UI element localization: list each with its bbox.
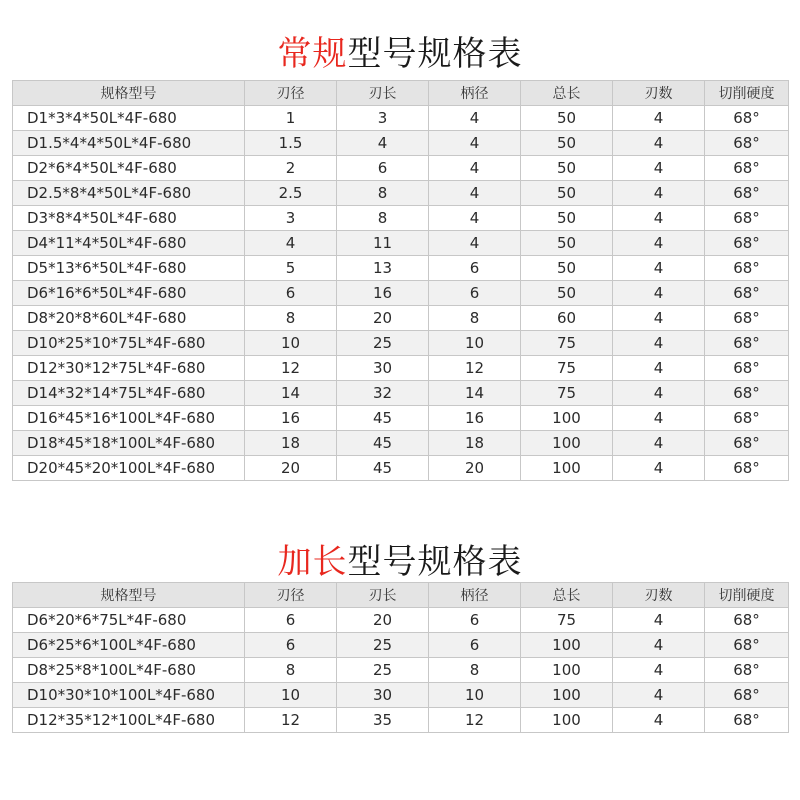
- table-row: [13, 256, 789, 281]
- value-cell: 4: [613, 683, 705, 708]
- value-cell: 16: [429, 406, 521, 431]
- value-cell: 4: [613, 281, 705, 306]
- column-header: 总长: [521, 583, 613, 608]
- value-cell: 4: [429, 181, 521, 206]
- value-cell: 50: [521, 206, 613, 231]
- column-header: 规格型号: [13, 81, 245, 106]
- value-cell: 2: [245, 156, 337, 181]
- standard-spec-title: [12, 34, 788, 80]
- value-cell: 30: [337, 356, 429, 381]
- value-cell: 25: [337, 331, 429, 356]
- value-cell: 68°: [705, 206, 789, 231]
- table-row: [13, 206, 789, 231]
- model-cell: D1*3*4*50L*4F-680: [13, 106, 245, 131]
- value-cell: 50: [521, 156, 613, 181]
- column-header: 切削硬度: [705, 81, 789, 106]
- value-cell: 20: [337, 608, 429, 633]
- title-rest: 型号规格表: [347, 542, 523, 582]
- model-cell: D4*11*4*50L*4F-680: [13, 231, 245, 256]
- value-cell: 10: [245, 331, 337, 356]
- value-cell: 25: [337, 633, 429, 658]
- table-row: [13, 181, 789, 206]
- column-header: 刃径: [245, 583, 337, 608]
- table-row: [13, 356, 789, 381]
- title-accent: 常规: [277, 34, 348, 74]
- value-cell: 100: [521, 431, 613, 456]
- title-rest: 型号规格表: [347, 34, 523, 74]
- value-cell: 4: [337, 131, 429, 156]
- value-cell: 6: [429, 608, 521, 633]
- value-cell: 4: [613, 231, 705, 256]
- value-cell: 12: [429, 708, 521, 733]
- value-cell: 45: [337, 406, 429, 431]
- column-header: 刃长: [337, 81, 429, 106]
- value-cell: 8: [429, 306, 521, 331]
- table-row: [13, 331, 789, 356]
- column-header: 刃长: [337, 583, 429, 608]
- value-cell: 10: [245, 683, 337, 708]
- value-cell: 68°: [705, 181, 789, 206]
- value-cell: 4: [613, 106, 705, 131]
- model-cell: D8*25*8*100L*4F-680: [13, 658, 245, 683]
- value-cell: 20: [245, 456, 337, 481]
- value-cell: 50: [521, 256, 613, 281]
- value-cell: 45: [337, 456, 429, 481]
- value-cell: 13: [337, 256, 429, 281]
- model-cell: D6*25*6*100L*4F-680: [13, 633, 245, 658]
- value-cell: 68°: [705, 456, 789, 481]
- value-cell: 4: [613, 431, 705, 456]
- value-cell: 10: [429, 331, 521, 356]
- value-cell: 4: [613, 331, 705, 356]
- value-cell: 68°: [705, 431, 789, 456]
- table-row: [13, 306, 789, 331]
- value-cell: 11: [337, 231, 429, 256]
- model-cell: D5*13*6*50L*4F-680: [13, 256, 245, 281]
- model-cell: D10*25*10*75L*4F-680: [13, 331, 245, 356]
- value-cell: 4: [613, 181, 705, 206]
- value-cell: 16: [337, 281, 429, 306]
- value-cell: 4: [613, 256, 705, 281]
- table-row: [13, 281, 789, 306]
- value-cell: 50: [521, 181, 613, 206]
- model-cell: D20*45*20*100L*4F-680: [13, 456, 245, 481]
- value-cell: 6: [337, 156, 429, 181]
- value-cell: 4: [613, 156, 705, 181]
- value-cell: 12: [429, 356, 521, 381]
- model-cell: D18*45*18*100L*4F-680: [13, 431, 245, 456]
- value-cell: 4: [613, 306, 705, 331]
- column-header: 刃径: [245, 81, 337, 106]
- value-cell: 6: [429, 281, 521, 306]
- extended-spec-title: [12, 542, 788, 582]
- value-cell: 3: [245, 206, 337, 231]
- value-cell: 50: [521, 106, 613, 131]
- value-cell: 20: [429, 456, 521, 481]
- model-cell: D6*20*6*75L*4F-680: [13, 608, 245, 633]
- value-cell: 4: [613, 131, 705, 156]
- value-cell: 8: [245, 658, 337, 683]
- table-header-row: [13, 583, 789, 608]
- value-cell: 45: [337, 431, 429, 456]
- table-row: [13, 608, 789, 633]
- model-cell: D12*30*12*75L*4F-680: [13, 356, 245, 381]
- value-cell: 8: [337, 206, 429, 231]
- value-cell: 68°: [705, 658, 789, 683]
- table-row: [13, 156, 789, 181]
- table-row: [13, 131, 789, 156]
- value-cell: 2.5: [245, 181, 337, 206]
- value-cell: 68°: [705, 381, 789, 406]
- value-cell: 6: [429, 633, 521, 658]
- value-cell: 100: [521, 658, 613, 683]
- value-cell: 4: [613, 356, 705, 381]
- standard-spec-section: [12, 34, 788, 481]
- table-row: [13, 106, 789, 131]
- extended-spec-section: [12, 542, 788, 733]
- value-cell: 68°: [705, 406, 789, 431]
- model-cell: D6*16*6*50L*4F-680: [13, 281, 245, 306]
- value-cell: 5: [245, 256, 337, 281]
- value-cell: 68°: [705, 306, 789, 331]
- value-cell: 4: [613, 708, 705, 733]
- table-row: [13, 406, 789, 431]
- column-header: 切削硬度: [705, 583, 789, 608]
- value-cell: 8: [245, 306, 337, 331]
- value-cell: 4: [613, 608, 705, 633]
- value-cell: 4: [429, 206, 521, 231]
- title-accent: 加长: [277, 542, 348, 582]
- table-header-row: [13, 81, 789, 106]
- value-cell: 4: [429, 156, 521, 181]
- value-cell: 4: [245, 231, 337, 256]
- value-cell: 68°: [705, 356, 789, 381]
- value-cell: 60: [521, 306, 613, 331]
- value-cell: 100: [521, 456, 613, 481]
- value-cell: 68°: [705, 331, 789, 356]
- column-header: 刃数: [613, 81, 705, 106]
- value-cell: 100: [521, 406, 613, 431]
- value-cell: 20: [337, 306, 429, 331]
- model-cell: D1.5*4*4*50L*4F-680: [13, 131, 245, 156]
- value-cell: 4: [613, 381, 705, 406]
- value-cell: 68°: [705, 608, 789, 633]
- value-cell: 100: [521, 708, 613, 733]
- column-header: 柄径: [429, 583, 521, 608]
- value-cell: 4: [429, 231, 521, 256]
- value-cell: 6: [245, 281, 337, 306]
- value-cell: 4: [613, 406, 705, 431]
- value-cell: 35: [337, 708, 429, 733]
- value-cell: 4: [429, 106, 521, 131]
- value-cell: 75: [521, 608, 613, 633]
- model-cell: D12*35*12*100L*4F-680: [13, 708, 245, 733]
- value-cell: 4: [613, 658, 705, 683]
- table-row: [13, 633, 789, 658]
- table-row: [13, 381, 789, 406]
- value-cell: 10: [429, 683, 521, 708]
- value-cell: 25: [337, 658, 429, 683]
- value-cell: 50: [521, 281, 613, 306]
- value-cell: 18: [429, 431, 521, 456]
- value-cell: 68°: [705, 708, 789, 733]
- value-cell: 68°: [705, 281, 789, 306]
- value-cell: 8: [429, 658, 521, 683]
- value-cell: 4: [613, 206, 705, 231]
- value-cell: 18: [245, 431, 337, 456]
- value-cell: 30: [337, 683, 429, 708]
- value-cell: 12: [245, 708, 337, 733]
- table-row: [13, 456, 789, 481]
- model-cell: D2.5*8*4*50L*4F-680: [13, 181, 245, 206]
- value-cell: 68°: [705, 633, 789, 658]
- value-cell: 75: [521, 356, 613, 381]
- value-cell: 68°: [705, 256, 789, 281]
- model-cell: D8*20*8*60L*4F-680: [13, 306, 245, 331]
- value-cell: 100: [521, 683, 613, 708]
- value-cell: 6: [245, 633, 337, 658]
- value-cell: 4: [613, 456, 705, 481]
- value-cell: 68°: [705, 156, 789, 181]
- value-cell: 68°: [705, 231, 789, 256]
- column-header: 总长: [521, 81, 613, 106]
- model-cell: D14*32*14*75L*4F-680: [13, 381, 245, 406]
- value-cell: 75: [521, 331, 613, 356]
- value-cell: 32: [337, 381, 429, 406]
- value-cell: 4: [429, 131, 521, 156]
- value-cell: 14: [429, 381, 521, 406]
- column-header: 规格型号: [13, 583, 245, 608]
- value-cell: 3: [337, 106, 429, 131]
- model-cell: D10*30*10*100L*4F-680: [13, 683, 245, 708]
- value-cell: 1: [245, 106, 337, 131]
- standard-spec-table: [12, 80, 789, 481]
- value-cell: 68°: [705, 106, 789, 131]
- table-row: [13, 683, 789, 708]
- table-row: [13, 658, 789, 683]
- table-row: [13, 231, 789, 256]
- value-cell: 14: [245, 381, 337, 406]
- value-cell: 8: [337, 181, 429, 206]
- value-cell: 4: [613, 633, 705, 658]
- value-cell: 16: [245, 406, 337, 431]
- value-cell: 75: [521, 381, 613, 406]
- column-header: 柄径: [429, 81, 521, 106]
- value-cell: 50: [521, 231, 613, 256]
- value-cell: 68°: [705, 683, 789, 708]
- value-cell: 6: [429, 256, 521, 281]
- value-cell: 12: [245, 356, 337, 381]
- column-header: 刃数: [613, 583, 705, 608]
- value-cell: 50: [521, 131, 613, 156]
- model-cell: D16*45*16*100L*4F-680: [13, 406, 245, 431]
- model-cell: D2*6*4*50L*4F-680: [13, 156, 245, 181]
- extended-spec-table: [12, 582, 789, 733]
- table-row: [13, 431, 789, 456]
- value-cell: 68°: [705, 131, 789, 156]
- model-cell: D3*8*4*50L*4F-680: [13, 206, 245, 231]
- value-cell: 1.5: [245, 131, 337, 156]
- value-cell: 6: [245, 608, 337, 633]
- value-cell: 100: [521, 633, 613, 658]
- table-row: [13, 708, 789, 733]
